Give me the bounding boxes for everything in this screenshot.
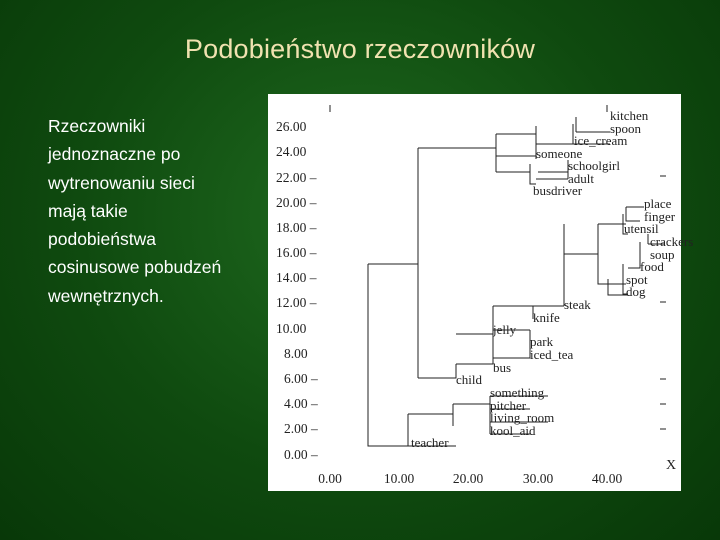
body-line: wytrenowaniu sieci	[48, 172, 195, 193]
x-axis-label: X	[666, 458, 677, 473]
y-tick-label: 6.00 –	[284, 371, 318, 386]
y-tick-label: 26.00	[276, 119, 307, 134]
x-tick-label: 30.00	[522, 471, 554, 486]
leaf-label: teacher	[411, 435, 449, 450]
leaf-label: schoolgirl	[568, 158, 620, 173]
leaf-label: iced_tea	[530, 347, 574, 362]
leaf-label: bus	[493, 360, 512, 375]
body-line: Rzeczowniki	[48, 116, 146, 136]
x-tick-label: 10.00	[383, 471, 415, 486]
leaf-label: someone	[536, 146, 583, 161]
leaf-label: soup	[650, 247, 675, 262]
y-tick-label: 8.00	[284, 346, 308, 361]
leaf-label: kitchen	[610, 108, 649, 123]
body-line: mają takie	[48, 200, 128, 221]
leaf-label: knife	[533, 310, 560, 325]
y-tick-label: 12.00 –	[276, 295, 317, 310]
leaf-label: child	[456, 372, 482, 387]
leaf-label: busdriver	[533, 183, 583, 198]
x-tick-label: 0.00	[318, 471, 342, 486]
body-line: wewnętrznych.	[48, 285, 164, 306]
leaf-label: spoon	[610, 121, 642, 136]
y-tick-label: 4.00 –	[284, 396, 318, 411]
leaf-label: utensil	[624, 221, 659, 236]
leaf-label: spot	[626, 272, 648, 287]
dendrogram-svg	[268, 94, 694, 491]
y-tick-label: 24.00	[276, 144, 307, 159]
dendrogram-figure	[268, 94, 694, 491]
body-line: cosinusowe pobudzeń	[48, 257, 222, 278]
leaf-label: food	[640, 259, 664, 274]
slide-title: Podobieństwo rzeczowników	[184, 34, 536, 64]
body-line: podobieństwa	[48, 229, 156, 250]
leaf-label: kool_aid	[490, 423, 536, 438]
y-tick-label: 10.00	[276, 321, 307, 336]
frame-ticks	[330, 105, 666, 429]
leaf-label: jelly	[493, 322, 517, 337]
leaf-label: crackers	[650, 234, 694, 249]
y-tick-label: 22.00 –	[276, 170, 317, 185]
y-tick-label: 0.00 –	[284, 447, 318, 462]
leaf-label: place	[644, 196, 672, 211]
body-text	[48, 112, 263, 310]
leaf-label: park	[530, 334, 554, 349]
y-tick-label: 18.00 –	[276, 220, 317, 235]
leaf-label: something	[490, 385, 545, 400]
leaf-label: adult	[568, 171, 594, 186]
leaf-label: pitcher	[490, 398, 527, 413]
y-tick-label: 16.00 –	[276, 245, 317, 260]
leaf-label: dog	[626, 284, 646, 299]
y-tick-label: 20.00 –	[276, 195, 317, 210]
leaf-label: finger	[644, 209, 676, 224]
y-tick-label: 2.00 –	[284, 421, 318, 436]
leaf-label: living_room	[490, 410, 555, 425]
y-tick-label: 14.00 –	[276, 270, 317, 285]
body-line: jednoznaczne po	[48, 144, 181, 165]
leaf-label: ice_cream	[574, 133, 628, 148]
x-tick-label: 40.00	[591, 471, 623, 486]
leaf-label: steak	[564, 297, 591, 312]
x-tick-label: 20.00	[452, 471, 484, 486]
